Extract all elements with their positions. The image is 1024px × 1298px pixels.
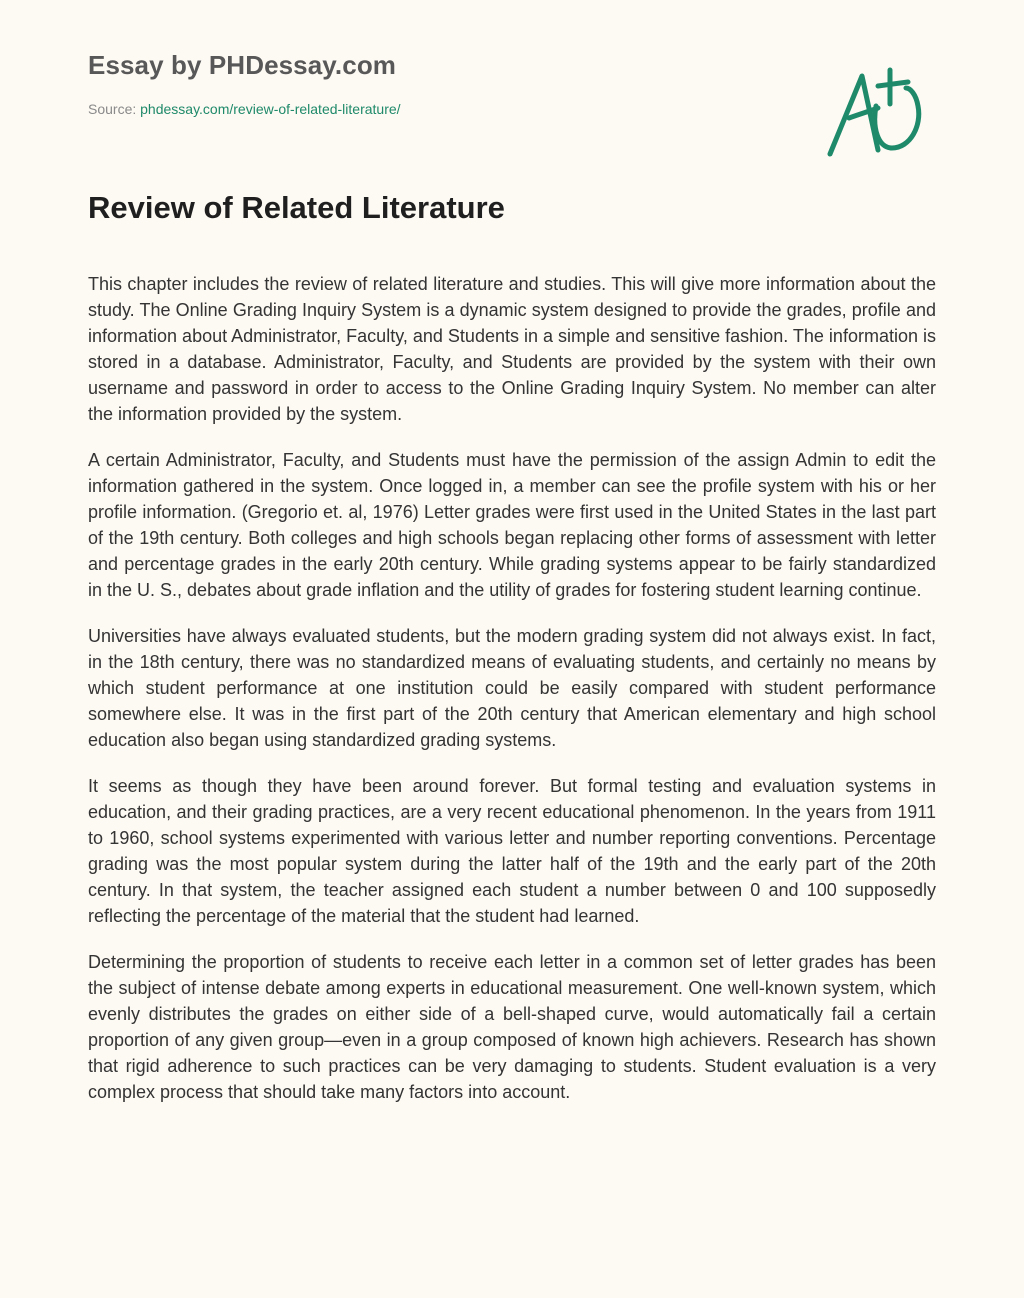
essay-body: [88, 271, 936, 1248]
a-plus-grade-icon: [822, 64, 932, 162]
source-label: Source:: [88, 101, 141, 117]
essay-paragraph: This chapter includes the review of related literature and studies. This will give more information about the study. The Online Grading Inquiry System is a dynamic system designed to provide the grades, profile and information about Administrator, Faculty, and Students in a simple and sensitive fashion. The information is stored in a database. Administrator, Faculty, and Students are provided by the system with their own username and password in order to access to the Online Grading Inquiry System. No member can alter the information provided by the system.: [88, 274, 936, 424]
source-link[interactable]: phdessay.com/review-of-related-literature/: [140, 101, 401, 117]
essay-title: Review of Related Literature: [88, 190, 505, 225]
essay-paragraph: It seems as though they have been around forever. But formal testing and evaluation systems in education, and their grading practices, are a very recent educational phenomenon. In the years from 1911 to 1960, school systems experimented with various letter and number reporting conventions. Percentage grading was the most popular system during the latter half of the 19th and the early part of the 20th century. In that system, the teacher assigned each student a number between 0 and 100 supposedly reflecting the percentage of the material that the student had learned.: [88, 776, 936, 926]
site-title: Essay by PHDessay.com: [88, 50, 397, 80]
source-line: [88, 101, 401, 117]
essay-paragraph: A certain Administrator, Faculty, and Students must have the permission of the assign Admin to edit the information gathered in the system. Once logged in, a member can see the profile system with his or her profile information. (Gregorio et. al, 1976) Letter grades were first used in the United States in the last part of the 19th century. Both colleges and high schools began replacing other forms of assessment with letter and percentage grades in the early 20th century. While grading systems appear to be fairly standardized in the U. S., debates about grade inflation and the utility of grades for fostering student learning continue.: [88, 450, 936, 600]
essay-paragraph: Universities have always evaluated students, but the modern grading system did not always exist. In fact, in the 18th century, there was no standardized means of evaluating students, and certainly no means by which student performance at one institution could be easily compared with student performance somewhere else. It was in the first part of the 20th century that American elementary and high school education also began using standardized grading systems.: [88, 626, 936, 750]
essay-paragraph: Determining the proportion of students to receive each letter in a common set of letter grades has been the subject of intense debate among experts in educational measurement. One well-known system, which evenly distributes the grades on either side of a bell-shaped curve, would automatically fail a certain proportion of any given group—even in a group composed of known high achievers. Research has shown that rigid adherence to such practices can be very damaging to students. Student evaluation is a very complex process that should take many factors into account.: [88, 952, 936, 1102]
